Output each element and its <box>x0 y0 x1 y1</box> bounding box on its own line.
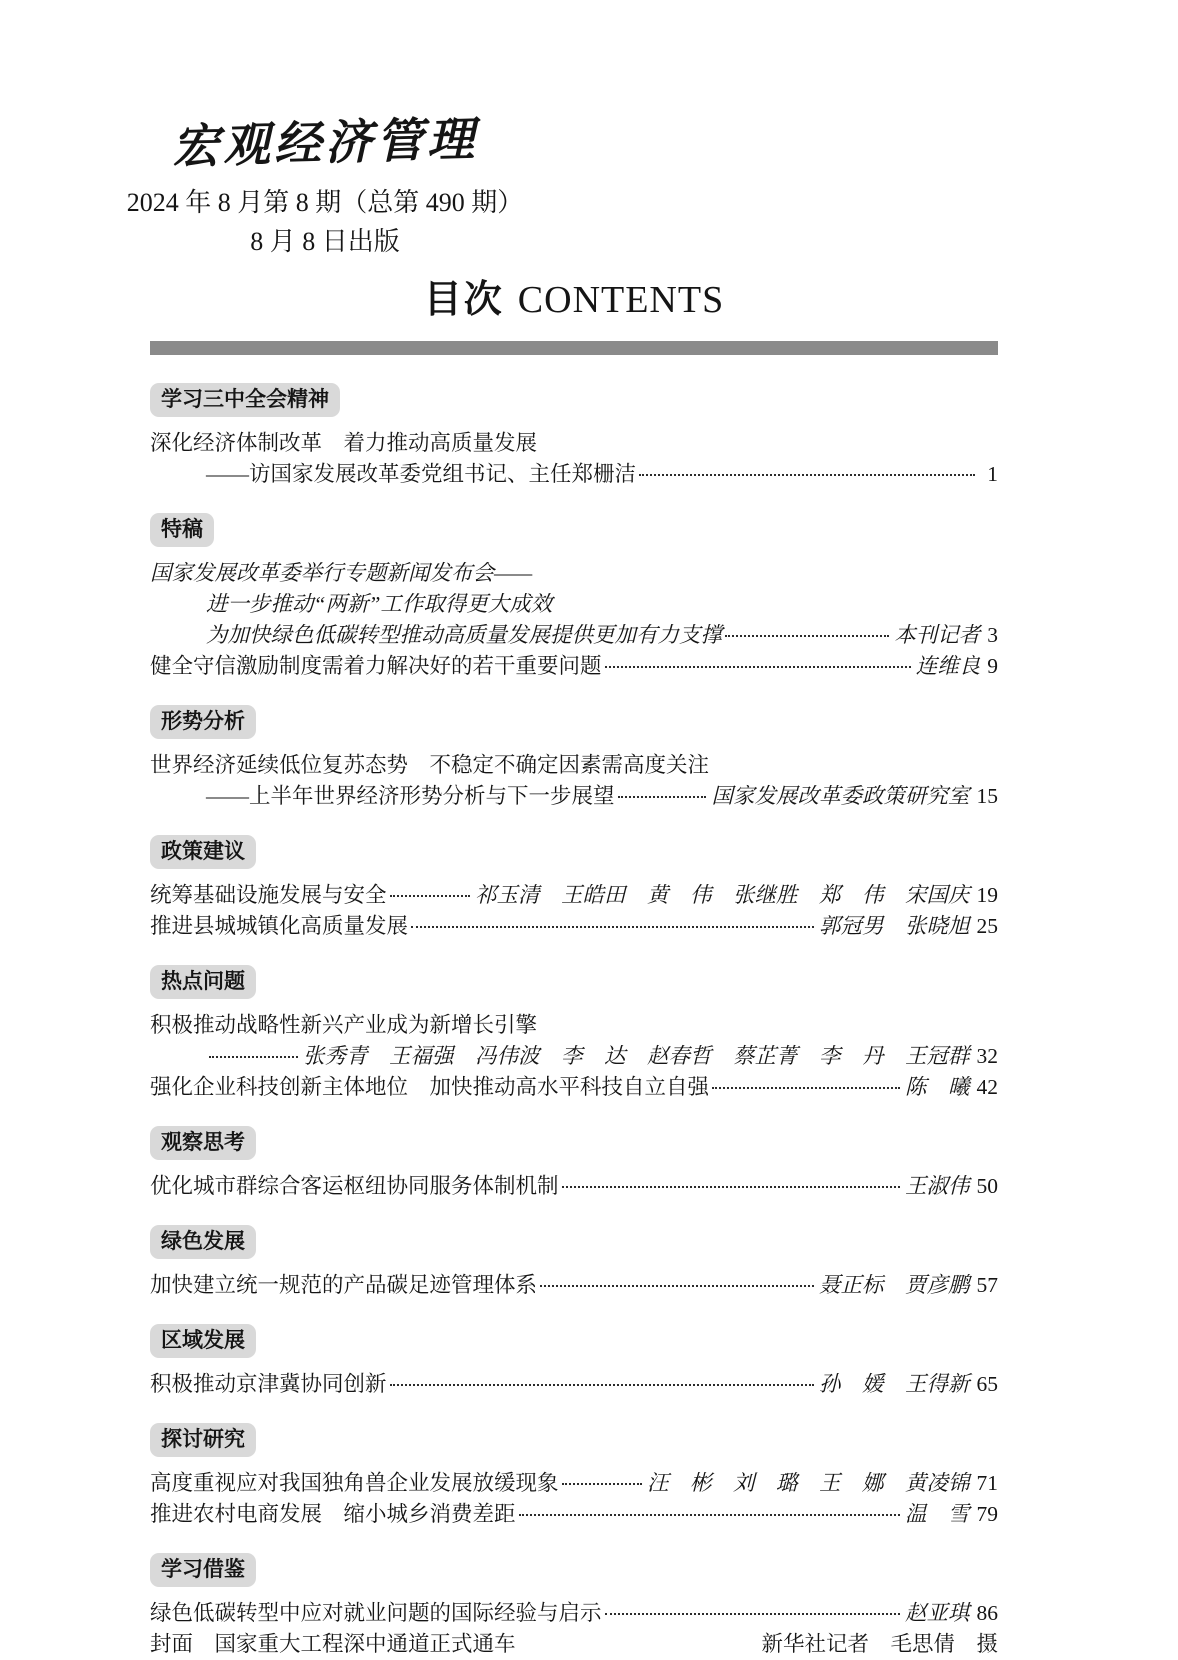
contents-title-en: CONTENTS <box>517 278 725 321</box>
entry-title: 高度重视应对我国独角兽企业发展放缓现象 <box>150 1471 559 1496</box>
dotted-leader <box>562 1483 642 1485</box>
entry-authors: 本刊记者 <box>894 623 981 648</box>
entry-title: 健全守信激励制度需着力解决好的若干重要问题 <box>150 654 602 679</box>
section-badge: 区域发展 <box>150 1324 256 1358</box>
toc-entry-line <box>150 1270 998 1301</box>
toc-section <box>150 965 998 1103</box>
entry-authors: 王淑伟 <box>904 1174 970 1199</box>
section-badge-row <box>150 513 998 547</box>
entry-authors: 连维良 <box>915 654 981 679</box>
toc-section <box>150 513 998 682</box>
entry-title: ——访国家发展改革委党组书记、主任郑栅洁 <box>206 462 637 487</box>
section-badge-row <box>150 965 998 999</box>
entry-authors: 赵亚琪 <box>904 1601 970 1626</box>
toc-list <box>150 383 998 1660</box>
section-badge-row <box>150 835 998 869</box>
section-badge-row <box>150 1324 998 1358</box>
entry-title: 统筹基础设施发展与安全 <box>150 883 387 908</box>
toc-entry-line <box>150 880 998 911</box>
toc-entry-line <box>150 1171 998 1202</box>
toc-entry-line <box>150 1598 998 1629</box>
toc-section <box>150 705 998 812</box>
entry-authors: 陈 曦 <box>904 1075 970 1100</box>
divider-bar <box>150 341 998 355</box>
publish-date: 8 月 8 日出版 <box>250 226 400 256</box>
section-badge-row <box>150 1553 998 1587</box>
entry-right-text: 新华社记者 毛思倩 摄 <box>761 1632 998 1657</box>
entry-title: ——上半年世界经济形势分析与下一步展望 <box>206 784 615 809</box>
section-badge: 探讨研究 <box>150 1423 256 1457</box>
section-badge-row <box>150 1126 998 1160</box>
dotted-leader <box>618 796 707 798</box>
entry-page-number: 19 <box>976 883 998 908</box>
toc-entry-line <box>150 428 998 459</box>
entry-title: 优化城市群综合客运枢纽协同服务体制机制 <box>150 1174 559 1199</box>
toc-section <box>150 1423 998 1530</box>
journal-masthead <box>125 0 525 258</box>
toc-entry-line <box>150 750 998 781</box>
entry-page-number: 25 <box>976 914 998 939</box>
entry-page-number: 65 <box>976 1372 998 1397</box>
toc-entry-line <box>150 1369 998 1400</box>
entry-title: 进一步推动“两新”工作取得更大成效 <box>206 592 553 617</box>
entry-title: 国家发展改革委举行专题新闻发布会—— <box>150 561 533 586</box>
entry-page-number: 42 <box>976 1075 998 1100</box>
toc-section <box>150 1324 998 1400</box>
toc-section <box>150 1225 998 1301</box>
entry-page-number: 15 <box>976 784 998 809</box>
issue-line: 2024 年 8 月第 8 期（总第 490 期） <box>126 187 524 217</box>
entry-page-number: 71 <box>976 1471 998 1496</box>
section-badge-row <box>150 1423 998 1457</box>
entry-title: 封面 国家重大工程深中通道正式通车 <box>150 1632 516 1657</box>
contents-title-cn: 目次 <box>423 278 504 321</box>
toc-entry-line <box>150 1499 998 1530</box>
entry-title: 深化经济体制改革 着力推动高质量发展 <box>150 431 538 456</box>
entry-page-number: 32 <box>976 1044 998 1069</box>
toc-section <box>150 383 998 490</box>
dotted-leader <box>712 1087 900 1089</box>
toc-entry-line <box>150 459 998 490</box>
toc-entry-line <box>150 1629 998 1660</box>
section-badge: 特稿 <box>150 513 214 547</box>
contents-title <box>150 280 998 322</box>
toc-entry-line <box>150 651 998 682</box>
dotted-leader <box>639 474 975 476</box>
dotted-leader <box>605 1613 900 1615</box>
page-content <box>126 0 998 1660</box>
toc-entry-line <box>150 558 998 589</box>
entry-authors: 国家发展改革委政策研究室 <box>711 784 970 809</box>
entry-page-number: 9 <box>987 654 998 679</box>
dotted-leader <box>411 926 814 928</box>
toc-entry-line <box>150 781 998 812</box>
toc-entry-line <box>150 1010 998 1041</box>
entry-title: 为加快绿色低碳转型推动高质量发展提供更加有力支撑 <box>206 623 723 648</box>
dotted-leader <box>605 666 911 668</box>
section-badge: 观察思考 <box>150 1126 256 1160</box>
entry-page-number: 79 <box>976 1502 998 1527</box>
section-badge-row <box>150 1225 998 1259</box>
toc-section <box>150 1553 998 1660</box>
section-badge: 形势分析 <box>150 705 256 739</box>
section-badge: 学习三中全会精神 <box>150 383 340 417</box>
dotted-leader <box>390 1384 814 1386</box>
entry-title: 推进县城城镇化高质量发展 <box>150 914 409 939</box>
entry-page-number: 86 <box>976 1601 998 1626</box>
entry-authors: 温 雪 <box>904 1502 970 1527</box>
entry-title: 世界经济延续低位复苏态势 不稳定不确定因素需高度关注 <box>150 753 710 778</box>
toc-entry-line <box>150 620 998 651</box>
section-badge: 学习借鉴 <box>150 1553 256 1587</box>
section-badge: 绿色发展 <box>150 1225 256 1259</box>
entry-page-number: 1 <box>987 462 998 487</box>
toc-entry-line <box>150 1041 998 1072</box>
dotted-leader <box>562 1186 900 1188</box>
entry-page-number: 50 <box>976 1174 998 1199</box>
entry-title: 强化企业科技创新主体地位 加快推动高水平科技自立自强 <box>150 1075 710 1100</box>
entry-title: 积极推动战略性新兴产业成为新增长引擎 <box>150 1013 538 1038</box>
section-badge: 政策建议 <box>150 835 256 869</box>
dotted-leader <box>519 1514 900 1516</box>
entry-authors: 祁玉清 王皓田 黄 伟 张继胜 郑 伟 宋国庆 <box>474 883 970 908</box>
entry-title: 推进农村电商发展 缩小城乡消费差距 <box>150 1502 516 1527</box>
entry-title: 绿色低碳转型中应对就业问题的国际经验与启示 <box>150 1601 602 1626</box>
dotted-leader <box>209 1056 298 1058</box>
toc-section <box>150 835 998 942</box>
section-badge-row <box>150 705 998 739</box>
dotted-leader <box>725 635 889 637</box>
entry-authors: 孙 媛 王得新 <box>818 1372 970 1397</box>
entry-authors: 汪 彬 刘 璐 王 娜 黄凌锦 <box>646 1471 970 1496</box>
entry-title: 加快建立统一规范的产品碳足迹管理体系 <box>150 1273 538 1298</box>
entry-authors: 张秀青 王福强 冯伟波 李 达 赵春哲 蔡芷菁 李 丹 王冠群 <box>302 1044 970 1069</box>
entry-page-number: 57 <box>976 1273 998 1298</box>
entry-page-number: 3 <box>987 623 998 648</box>
section-badge-row <box>150 383 998 417</box>
entry-authors: 聂正标 贾彦鹏 <box>818 1273 970 1298</box>
toc-entry-line <box>150 911 998 942</box>
entry-title: 积极推动京津冀协同创新 <box>150 1372 387 1397</box>
dotted-leader <box>540 1285 814 1287</box>
section-badge: 热点问题 <box>150 965 256 999</box>
toc-entry-line <box>150 1072 998 1103</box>
entry-authors: 郭冠男 张晓旭 <box>818 914 970 939</box>
journal-logo: 宏观经济管理 <box>171 112 479 175</box>
toc-section <box>150 1126 998 1202</box>
toc-entry-line <box>150 589 998 620</box>
dotted-leader <box>390 895 470 897</box>
toc-entry-line <box>150 1468 998 1499</box>
